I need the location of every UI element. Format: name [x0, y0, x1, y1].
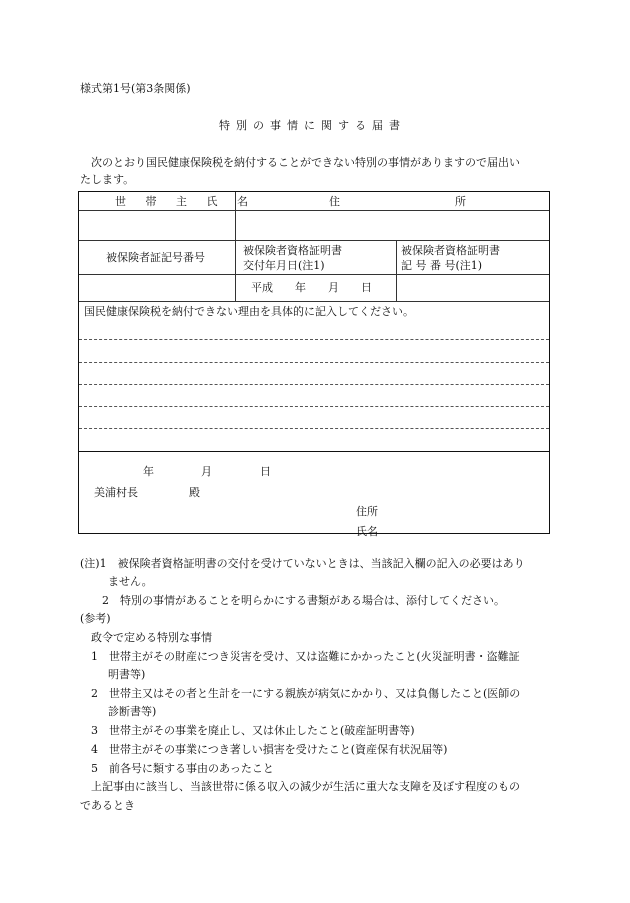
- address-header-left: 住: [329, 195, 340, 208]
- address-field[interactable]: [236, 211, 549, 240]
- document-title: 特別の事情に関する届書: [219, 119, 406, 132]
- cert-date-label-line-2: 交付年月日(注1): [243, 259, 325, 272]
- date-month-label: 月: [201, 465, 212, 478]
- insured-number-label: 被保険者証記号番号: [106, 251, 205, 264]
- note-1-line-1: (注)1 被保険者資格証明書の交付を受けていないときは、当該記入欄の記入の必要はあり: [80, 557, 525, 570]
- cert-date-label-line-1: 被保険者資格証明書: [243, 244, 342, 257]
- note-2: 2 特別の事情があることを明らかにする書類がある場合は、添付してください。: [102, 594, 505, 607]
- reason-field[interactable]: [79, 320, 549, 450]
- item-1-line-2: 明書等): [108, 668, 146, 681]
- reference-heading: (参考): [80, 612, 111, 625]
- insured-number-field[interactable]: [79, 275, 235, 301]
- item-2-line-2: 診断書等): [108, 705, 157, 718]
- reason-instruction: 国民健康保険税を納付できない理由を具体的に記入してください。: [84, 305, 414, 318]
- date-year-label: 年: [143, 465, 154, 478]
- closing-line-1: 上記事由に該当し、当該世帯に係る収入の減少が生活に重大な支障を及ぼす程度のもの: [91, 780, 520, 793]
- item-5: 5 前各号に類する事由のあったこと: [91, 762, 274, 775]
- closing-line-2: であるとき: [80, 799, 135, 812]
- intro-line-1: 次のとおり国民健康保険税を納付することができない特別の事情がありますので届出い: [91, 156, 520, 169]
- item-1-line-1: 1 世帯主がその財産につき災害を受け、又は盗難にかかったこと(火災証明書・盗難証: [91, 650, 520, 663]
- honorific: 殿: [189, 486, 200, 499]
- item-3: 3 世帯主がその事業を廃止し、又は休止したこと(破産証明書等): [91, 724, 415, 737]
- form-number: 様式第1号(第3条関係): [80, 82, 191, 95]
- addressee: 美浦村長: [94, 486, 138, 499]
- address-header-right: 所: [455, 195, 466, 208]
- cert-number-field[interactable]: [397, 275, 549, 301]
- cert-number-label-line-1: 被保険者資格証明書: [401, 244, 500, 257]
- date-day-label: 日: [260, 465, 271, 478]
- householder-name-field[interactable]: [79, 211, 235, 240]
- intro-line-2: たします。: [80, 173, 135, 186]
- application-table: [78, 191, 550, 534]
- cert-date-field[interactable]: 平成 年 月 日: [251, 281, 372, 294]
- cert-number-label-line-2: 記 号 番 号(注1): [401, 259, 483, 272]
- applicant-address-label: 住所: [356, 505, 378, 518]
- householder-name-header: 世 帯 主 氏 名: [115, 195, 256, 208]
- special-circumstances-heading: 政令で定める特別な事情: [91, 631, 212, 644]
- item-4: 4 世帯主がその事業につき著しい損害を受けたこと(資産保有状況届等): [91, 743, 448, 756]
- note-1-line-2: ません。: [108, 575, 153, 588]
- applicant-name-label: 氏名: [356, 525, 378, 538]
- item-2-line-1: 2 世帯主又はその者と生計を一にする親族が病気にかかり、又は負傷したこと(医師の: [91, 687, 521, 700]
